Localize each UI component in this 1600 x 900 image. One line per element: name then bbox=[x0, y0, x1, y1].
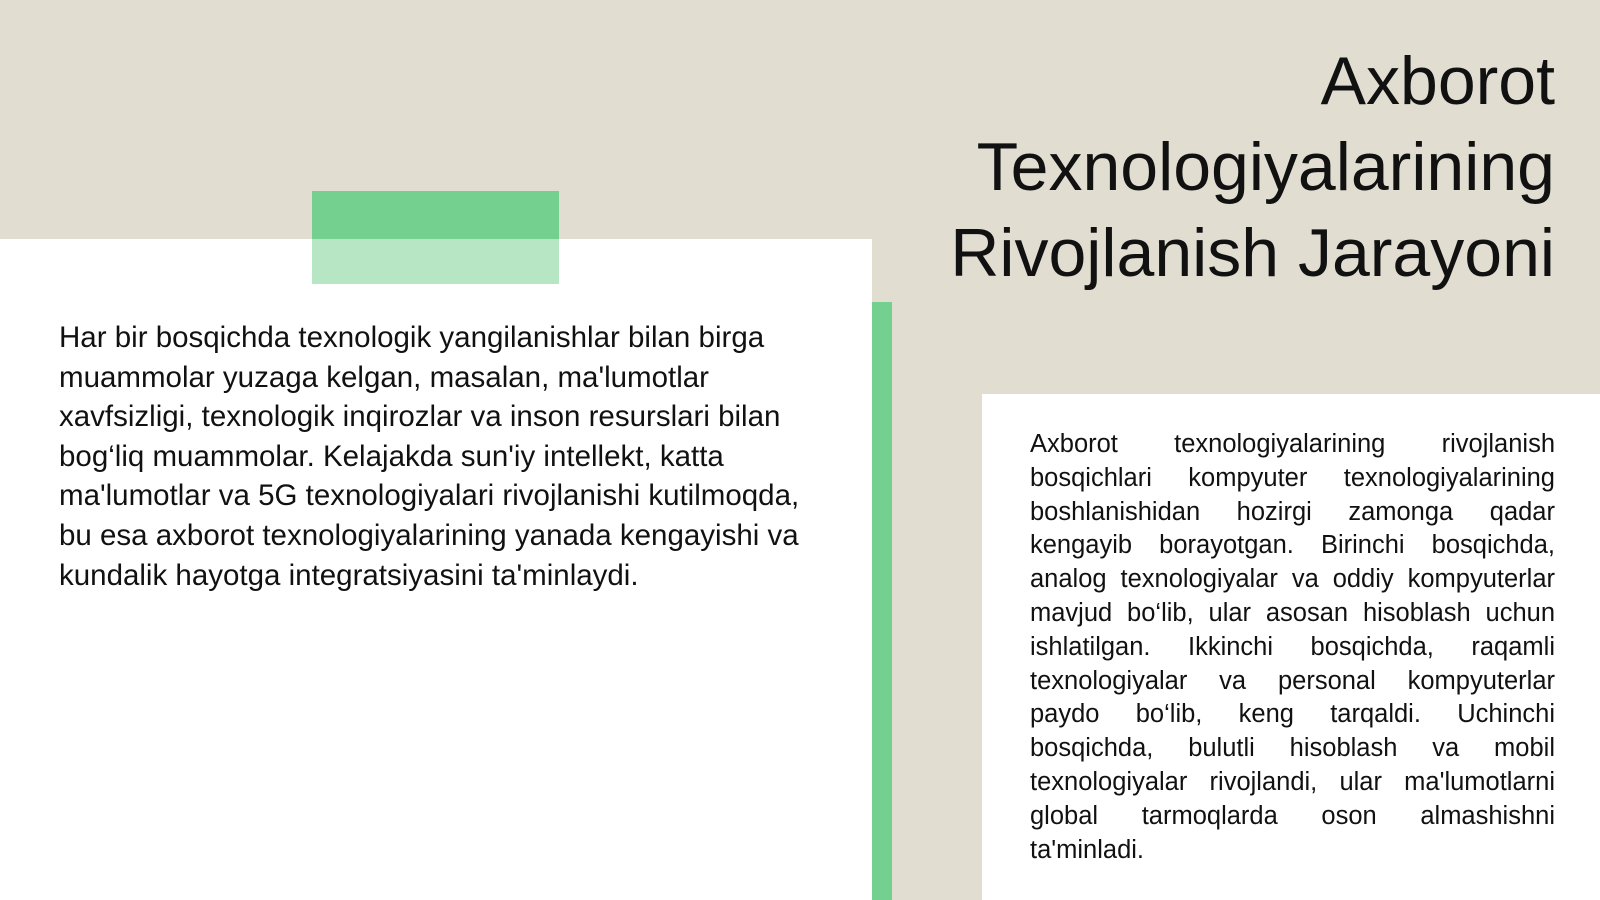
slide-title: Axborot Texnologiyalarining Rivojlanish Jarayoni bbox=[950, 43, 1555, 291]
left-paragraph: Har bir bosqichda texnologik yangilanishlar bilan birga muammolar yuzaga kelgan, masalan, ma'lumotlar xavfsizligi, texnologik inqirozlar va inson resurslari bilan bog‘liq muammolar. Kelajakda sun'iy intellekt, katta ma'lumotlar va 5G texnologiyalari rivojlanishi kutilmoqda, bu esa axborot texnologiyalarining yanada kengayishi va kundalik hayotga integratsiyasini ta'minlaydi. bbox=[59, 321, 800, 592]
accent-block-light bbox=[312, 239, 559, 284]
accent-block-dark bbox=[312, 191, 559, 239]
right-paragraph: Axborot texnologiyalarining rivojlanish bosqichlari kompyuter texnologiyalarining boshlanishidan hozirgi zamonga qadar kengayib borayotgan. Birinchi bosqichda, analog texnologiyalar va oddiy kompyuterlar mavjud bo‘lib, ular asosan hisoblash uchun ishlatilgan. Ikkinchi bosqichda, raqamli texnologiyalar va personal kompyuterlar paydo bo‘lib, keng tarqaldi. Uchinchi bosqichda, bulutli hisoblash va mobil texnologiyalar rivojlandi, ular ma'lumotlarni global tarmoqlarda oson almashishni ta'minladi. bbox=[1030, 430, 1555, 864]
vertical-accent-bar bbox=[872, 302, 892, 900]
